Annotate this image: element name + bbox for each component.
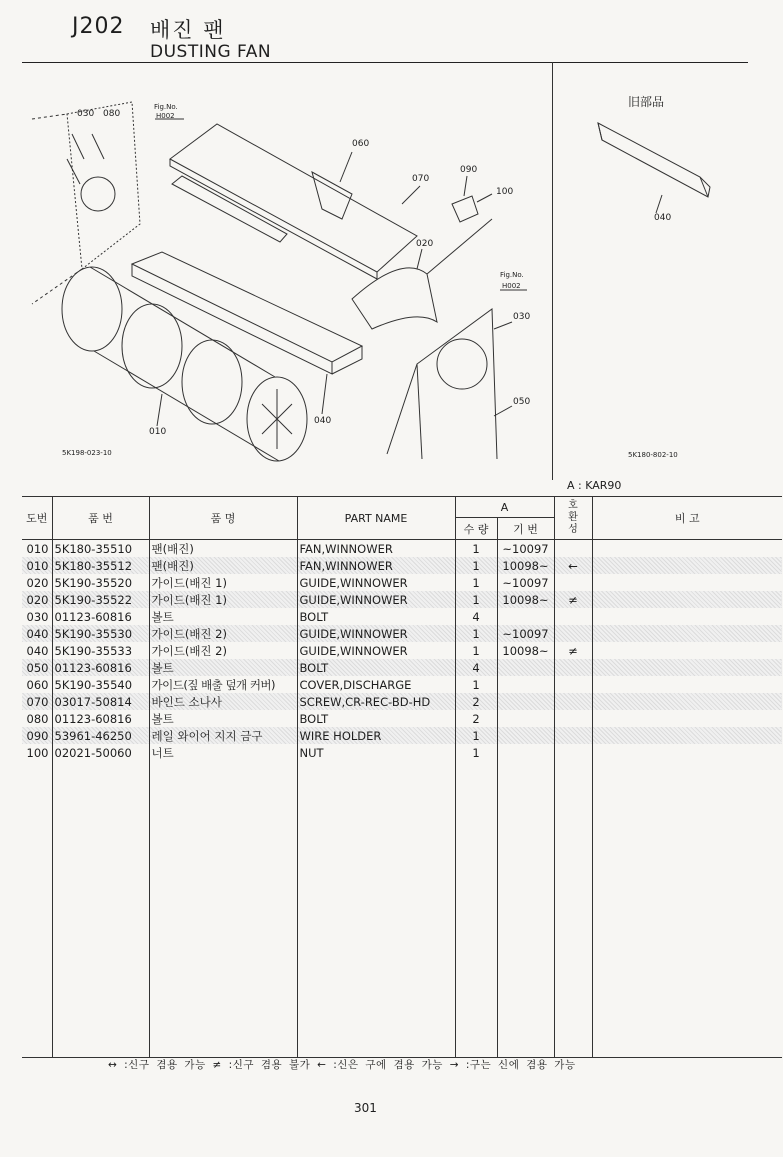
- cell-qty: 4: [455, 608, 497, 625]
- table-row: [22, 557, 782, 574]
- cell-name-ko: 팬(배진): [149, 540, 297, 558]
- page-number: 301: [354, 1101, 377, 1115]
- cell-no: 010: [22, 557, 52, 574]
- cell-remarks: [592, 625, 782, 642]
- header-rule: [22, 62, 748, 63]
- cell-compat: [554, 625, 592, 642]
- diagram-divider: [552, 62, 553, 480]
- callout-090: 090: [460, 165, 478, 175]
- cell-part-name: GUIDE,WINNOWER: [297, 625, 455, 642]
- cell-serial: [497, 744, 554, 761]
- cell-compat: ≠: [554, 591, 592, 608]
- cell-compat: [554, 693, 592, 710]
- callout-020: 020: [416, 239, 434, 249]
- cell-no: 040: [22, 625, 52, 642]
- cell-qty: 1: [455, 625, 497, 642]
- fig-ref-label-1: Fig.No.: [154, 103, 178, 111]
- cell-compat: [554, 608, 592, 625]
- table-row: [22, 574, 782, 591]
- header-qty: 수 량: [455, 518, 497, 540]
- cell-qty: 2: [455, 710, 497, 727]
- cell-serial: ~10097: [497, 625, 554, 642]
- diagram-code-right: 5K180-802-10: [628, 451, 678, 459]
- cell-part-name: BOLT: [297, 659, 455, 676]
- table-row: [22, 744, 782, 761]
- callout-080: 080: [103, 109, 121, 119]
- cell-part-no: 01123-60816: [52, 710, 149, 727]
- parts-table: [22, 496, 782, 1058]
- page-title-en: DUSTING FAN: [150, 42, 272, 62]
- cell-compat: [554, 744, 592, 761]
- cell-no: 030: [26, 609, 49, 624]
- header-compat: 호 환 성: [554, 497, 592, 540]
- cell-part-no: 5K190-35520: [52, 574, 149, 591]
- cell-qty: 1: [455, 744, 497, 761]
- header-remarks: 비 고: [592, 497, 782, 540]
- cell-no: 060: [26, 677, 49, 692]
- header-part-no: 품 번: [52, 497, 149, 540]
- cell-serial: 10098~: [497, 642, 554, 659]
- callout-010: 010: [149, 427, 167, 437]
- cell-name-ko: 가이드(배진 2): [149, 642, 297, 659]
- old-part-callout: 040: [654, 213, 672, 223]
- cell-qty: 2: [455, 693, 497, 710]
- header-part-name: PART NAME: [297, 497, 455, 540]
- cell-name-ko: 바인드 소나사: [149, 693, 297, 710]
- callout-070: 070: [412, 174, 430, 184]
- table-row: [22, 625, 782, 642]
- cell-serial: [497, 676, 554, 693]
- table-row: [22, 693, 782, 710]
- callout-100: 100: [496, 187, 514, 197]
- fig-ref-label-2: Fig.No.: [500, 271, 524, 279]
- header-group-a: A: [455, 497, 554, 518]
- header-no: 도번: [22, 497, 52, 540]
- cell-compat: [554, 540, 592, 558]
- page-code: J202: [72, 14, 125, 39]
- cell-name-ko: 팬(배진): [149, 557, 297, 574]
- fig-ref-2: H002: [502, 282, 521, 290]
- cell-serial: ~10097: [497, 574, 554, 591]
- old-part-title: 旧部品: [628, 95, 665, 109]
- cell-qty: 1: [455, 676, 497, 693]
- cell-part-no: 01123-60816: [52, 659, 149, 676]
- cell-qty: 1: [455, 557, 497, 574]
- cell-remarks: [592, 540, 782, 558]
- cell-no: 100: [26, 745, 49, 760]
- cell-name-ko: 가이드(배진 1): [149, 574, 297, 591]
- table-row: [22, 642, 782, 659]
- header-name-ko: 품 명: [149, 497, 297, 540]
- cell-remarks: [592, 744, 782, 761]
- cell-remarks: [592, 591, 782, 608]
- cell-part-name: FAN,WINNOWER: [297, 540, 455, 558]
- cell-part-no: 53961-46250: [52, 727, 149, 744]
- callout-050: 050: [513, 397, 531, 407]
- cell-part-no: 5K190-35530: [52, 625, 149, 642]
- cell-serial: [497, 693, 554, 710]
- cell-remarks: [592, 693, 782, 710]
- callout-030-a: 030: [77, 109, 95, 119]
- cell-serial: 10098~: [497, 557, 554, 574]
- table-row: [22, 727, 782, 744]
- cell-compat: [554, 574, 592, 591]
- cell-compat: ←: [554, 557, 592, 574]
- fig-ref-1: H002: [156, 112, 175, 120]
- cell-part-name: FAN,WINNOWER: [297, 557, 455, 574]
- cell-serial: [497, 710, 554, 727]
- cell-part-no: 5K190-35540: [52, 676, 149, 693]
- cell-remarks: [592, 574, 782, 591]
- cell-serial: [497, 727, 554, 744]
- cell-part-no: 5K180-35512: [52, 557, 149, 574]
- cell-remarks: [592, 710, 782, 727]
- cell-no: 010: [26, 541, 49, 556]
- cell-part-no: 01123-60816: [52, 608, 149, 625]
- cell-part-name: GUIDE,WINNOWER: [297, 591, 455, 608]
- cell-qty: 1: [455, 540, 497, 558]
- cell-name-ko: 가이드(배진 2): [149, 625, 297, 642]
- cell-compat: [554, 710, 592, 727]
- cell-no: 020: [22, 591, 52, 608]
- cell-qty: 1: [455, 591, 497, 608]
- cell-part-no: 02021-50060: [52, 744, 149, 761]
- cell-part-no: 5K190-35522: [52, 591, 149, 608]
- cell-qty: 1: [455, 727, 497, 744]
- cell-part-no: 5K180-35510: [52, 540, 149, 558]
- cell-compat: [554, 659, 592, 676]
- cell-part-name: GUIDE,WINNOWER: [297, 574, 455, 591]
- cell-serial: ~10097: [497, 540, 554, 558]
- cell-no: 090: [22, 727, 52, 744]
- exploded-diagram: [22, 64, 552, 464]
- cell-compat: [554, 727, 592, 744]
- diagram-code-left: 5K198-023-10: [62, 449, 112, 457]
- cell-name-ko: 볼트: [149, 659, 297, 676]
- cell-qty: 1: [455, 574, 497, 591]
- cell-name-ko: 가이드(짚 배출 덮개 커버): [149, 676, 297, 693]
- cell-no: 020: [26, 575, 49, 590]
- cell-compat: [554, 676, 592, 693]
- cell-part-name: NUT: [297, 744, 455, 761]
- cell-remarks: [592, 659, 782, 676]
- cell-remarks: [592, 608, 782, 625]
- cell-part-name: WIRE HOLDER: [297, 727, 455, 744]
- callout-030-b: 030: [513, 312, 531, 322]
- cell-remarks: [592, 642, 782, 659]
- cell-no: 050: [22, 659, 52, 676]
- cell-serial: [497, 608, 554, 625]
- cell-remarks: [592, 676, 782, 693]
- cell-name-ko: 가이드(배진 1): [149, 591, 297, 608]
- cell-part-no: 03017-50814: [52, 693, 149, 710]
- cell-name-ko: 너트: [149, 744, 297, 761]
- cell-part-no: 5K190-35533: [52, 642, 149, 659]
- table-empty-area: [22, 761, 782, 1058]
- cell-no: 070: [22, 693, 52, 710]
- cell-serial: [497, 659, 554, 676]
- cell-qty: 1: [455, 642, 497, 659]
- table-row: [22, 608, 782, 625]
- cell-name-ko: 레일 와이어 지지 금구: [149, 727, 297, 744]
- callout-060: 060: [352, 139, 370, 149]
- table-row: [22, 540, 782, 558]
- cell-part-name: BOLT: [297, 608, 455, 625]
- table-row: [22, 710, 782, 727]
- cell-compat: ≠: [554, 642, 592, 659]
- header-serial: 기 번: [497, 518, 554, 540]
- page-title-ko: 배진 팬: [150, 18, 226, 42]
- cell-remarks: [592, 727, 782, 744]
- callout-040: 040: [314, 416, 332, 426]
- cell-no: 040: [26, 643, 49, 658]
- cell-qty: 4: [455, 659, 497, 676]
- cell-part-name: SCREW,CR-REC-BD-HD: [297, 693, 455, 710]
- cell-name-ko: 볼트: [149, 608, 297, 625]
- cell-name-ko: 볼트: [149, 710, 297, 727]
- cell-remarks: [592, 557, 782, 574]
- table-row: [22, 676, 782, 693]
- compatibility-legend: ↔ :신구 겸용 가능 ≠ :신구 겸용 불가 ← :신은 구에 겸용 가능 → :구는 신에 겸용 가능: [108, 1059, 576, 1071]
- cell-part-name: COVER,DISCHARGE: [297, 676, 455, 693]
- variant-label: A : KAR90: [567, 479, 622, 492]
- cell-no: 080: [26, 711, 49, 726]
- table-row: [22, 659, 782, 676]
- old-part-diagram: [590, 115, 720, 220]
- cell-part-name: GUIDE,WINNOWER: [297, 642, 455, 659]
- table-row: [22, 591, 782, 608]
- cell-part-name: BOLT: [297, 710, 455, 727]
- cell-serial: 10098~: [497, 591, 554, 608]
